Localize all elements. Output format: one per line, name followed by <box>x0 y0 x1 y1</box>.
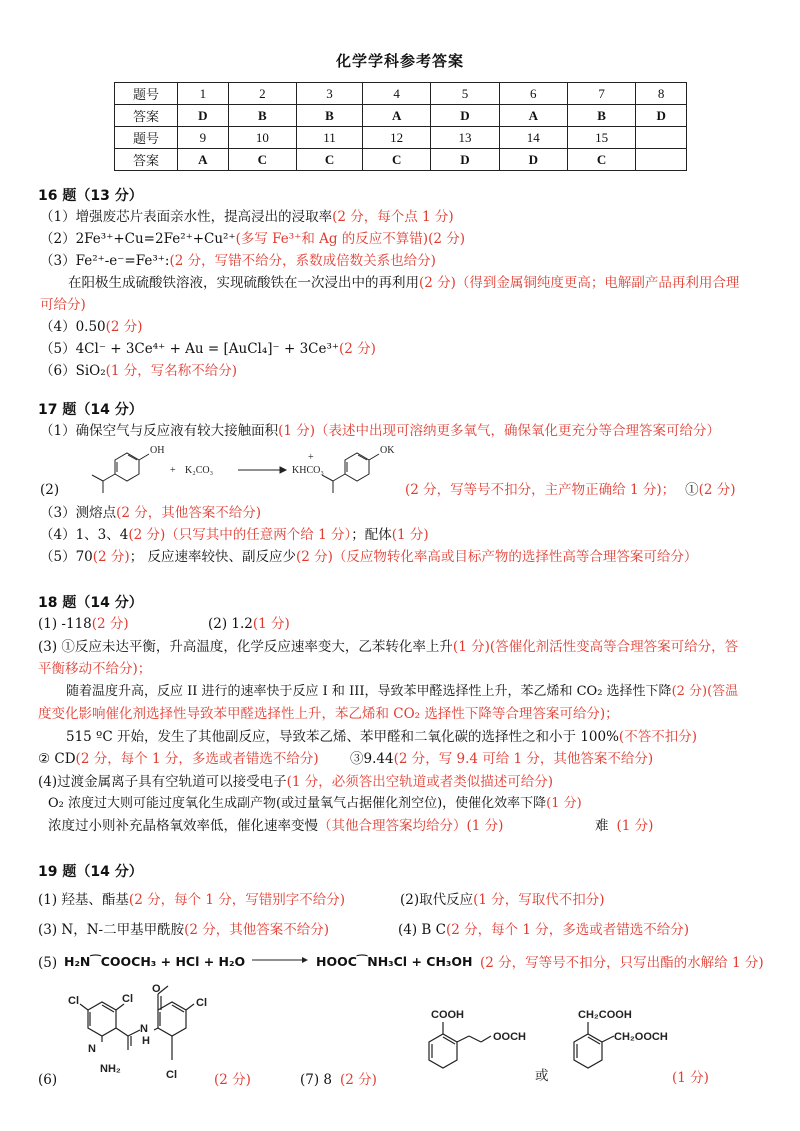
scoring-note: (2 分) <box>698 482 736 498</box>
eq-plus: + <box>308 452 314 463</box>
table-cell: 3 <box>297 83 363 105</box>
table-cell: 5 <box>431 83 499 105</box>
table-cell: 答案 <box>115 149 178 171</box>
q16-answer-3 <box>40 251 436 271</box>
answer-text: (1) 羟基、酯基 <box>38 892 129 908</box>
group-label: OOCH <box>493 1031 526 1043</box>
answer-text: (3) N，N-二甲基甲酰胺 <box>38 922 185 938</box>
q17-answer-3 <box>40 503 261 523</box>
answer-text: ③9.44 <box>350 751 394 767</box>
atom-label: O <box>152 983 161 995</box>
answer-text: 浓度过小则补充晶格氧效率低，催化速率变慢 <box>48 818 318 834</box>
scoring-note: (1 分) <box>546 796 582 811</box>
table-cell: 1 <box>178 83 229 105</box>
table-row <box>115 127 687 149</box>
table-cell: C <box>363 149 431 171</box>
q17-answer-1 <box>40 421 720 441</box>
table-cell: 4 <box>363 83 431 105</box>
q18-answer-4 <box>38 772 553 792</box>
q17-answer-4 <box>40 525 429 545</box>
table-cell: A <box>499 105 567 127</box>
q16-header: 16 题（13 分） <box>38 188 143 204</box>
answer-table <box>114 82 687 171</box>
answer-text: 难 <box>595 818 609 834</box>
table-cell: D <box>636 105 687 127</box>
scoring-note: (2 分)（得到金属铜纯度更高；电解副产品再利用合理 <box>419 275 740 291</box>
q18-answer-4b <box>48 794 582 814</box>
answer-text: (2)取代反应 <box>400 892 474 908</box>
table-cell: D <box>499 149 567 171</box>
atom-label: NH₂ <box>100 1063 121 1075</box>
atom-label: Cl <box>196 997 207 1009</box>
q18-answer-3 <box>38 637 738 657</box>
scoring-note: (2 分)（只写其中的任意两个给 1 分） <box>128 527 352 543</box>
scoring-note: (2 分) <box>339 341 376 357</box>
q18-answer-4d <box>595 816 653 836</box>
or-text: 或 <box>535 1068 549 1084</box>
scoring-note: (1 分，必须答出空轨道或者类似描述可给分) <box>286 774 554 790</box>
q18-answer-3b <box>66 682 738 702</box>
table-cell: 15 <box>567 127 635 149</box>
scoring-note: (1 分，写取代不扣分) <box>473 892 605 908</box>
eq-plus: + <box>170 465 176 476</box>
q19-header: 19 题（14 分） <box>38 864 143 880</box>
scoring-note: (2 分) <box>91 616 129 632</box>
molecule-structure-6 <box>58 980 218 1085</box>
q18-answer-3e <box>350 749 653 769</box>
scoring-note: (2 分，每个 1 分，多选或者错选不给分) <box>445 922 690 938</box>
answer-text: (7) 8 <box>300 1072 333 1088</box>
answer-text: （3）测熔点 <box>40 505 117 521</box>
table-cell: 9 <box>178 127 229 149</box>
scoring-note: (2 分，写 9.4 可给 1 分，其他答案不给分) <box>393 751 654 767</box>
scoring-note: (2 分，每个 1 分，写错别字不给分) <box>128 892 346 908</box>
scoring-note: (不答不扣分) <box>618 729 697 745</box>
table-cell: C <box>297 149 363 171</box>
answer-text: 515 ºC 开始，发生了其他副反应，导致苯乙烯、苯甲醛和二氧化碳的选择性之和小于 100% <box>66 729 619 745</box>
answer-text: O₂ 浓度过大则可能过度氧化生成副产物(或过量氧气占据催化剂空位)，使催化效率下降 <box>48 796 547 811</box>
group-label: CH₂OOCH <box>614 1031 668 1043</box>
q19-answer-3 <box>38 920 329 940</box>
table-cell <box>636 149 687 171</box>
scoring-note: (2 分) <box>214 1072 251 1088</box>
q19-answer-5-label: (5) <box>38 955 58 971</box>
table-cell: C <box>567 149 635 171</box>
scoring-note: (2 分，写等号不扣分，只写出酯的水解给 1 分) <box>480 955 764 971</box>
table-cell: D <box>431 149 499 171</box>
scoring-note: (1 分) <box>391 527 429 543</box>
q16-answer-6 <box>40 361 237 381</box>
scoring-note: (1 分) <box>252 616 290 632</box>
scoring-note: (2 分，每个点 1 分) <box>332 209 454 225</box>
table-cell: 12 <box>363 127 431 149</box>
table-cell: 13 <box>431 127 499 149</box>
atom-label: Cl <box>166 1069 177 1081</box>
isomer-structure-1 <box>415 1006 545 1086</box>
answer-text: （5）70 <box>40 549 93 565</box>
scoring-note: (2 分) <box>92 549 130 565</box>
answer-text: （4）1、3、4 <box>40 527 129 543</box>
atom-label: N <box>88 1043 96 1055</box>
table-cell: 答案 <box>115 105 178 127</box>
table-cell: D <box>178 105 229 127</box>
scoring-note: (多写 Fe³⁺和 Ag 的反应不算错)(2 分) <box>235 231 465 247</box>
table-cell: 题号 <box>115 127 178 149</box>
isomer-structure-2 <box>560 1006 690 1086</box>
scoring-note: (2 分) <box>105 319 143 335</box>
reaction-arrow <box>250 950 310 970</box>
table-cell: 14 <box>499 127 567 149</box>
answer-text: ； 反应速率较快、副反应少 <box>129 549 296 565</box>
atom-label: Cl <box>122 993 133 1005</box>
q19-eq5-left: H₂N⁀COOCH₃ + HCl + H₂O <box>64 954 246 969</box>
scoring-note: (2 分，写等号不扣分，主产物正确给 1 分)； <box>405 482 676 498</box>
q17-header: 17 题（14 分） <box>38 402 143 418</box>
q16-answer-5 <box>40 339 376 359</box>
table-cell: 10 <box>228 127 296 149</box>
q16-answer-4 <box>40 317 143 337</box>
answer-text: (2) 1.2 <box>208 616 253 632</box>
answer-text: ；配体 <box>351 527 392 543</box>
table-cell: 题号 <box>115 83 178 105</box>
scoring-note: (2 分，每个 1 分，多选或者错选不给分) <box>75 751 319 767</box>
q17-answer-2 <box>405 480 736 500</box>
answer-text: （1）增强废芯片表面亲水性，提高浸出的浸取率 <box>40 209 333 225</box>
q19-answer-7 <box>300 1070 377 1090</box>
eq-k2co3: K₂CO₃ <box>185 465 214 476</box>
q18-answer-3d <box>38 749 319 769</box>
eq-ok: OK <box>380 445 395 456</box>
scoring-note: (1 分)(答催化剂活性变高等合理答案可给分，答 <box>452 639 739 655</box>
answer-text: ② CD <box>38 751 76 767</box>
scoring-note: (1 分) <box>616 818 654 834</box>
answer-text: 在阳极生成硫酸铁溶液，实现硫酸铁在一次浸出中的再利用 <box>68 275 419 291</box>
group-label: CH₂COOH <box>578 1009 632 1021</box>
q19-answer-2 <box>400 890 605 910</box>
table-cell: 8 <box>636 83 687 105</box>
answer-text: ① <box>685 482 699 498</box>
scoring-note: (1 分，写名称不给分) <box>105 363 238 379</box>
scoring-note: (2 分，其他答案不给分) <box>116 505 262 521</box>
answer-text: （5）4Cl⁻ + 3Ce⁴⁺ + Au = [AuCl₄]⁻ + 3Ce³⁺ <box>40 341 340 357</box>
atom-label: N <box>140 1023 148 1035</box>
atom-label: H <box>142 1035 150 1047</box>
answer-text: 随着温度升高，反应 II 进行的速率快于反应 I 和 III，导致苯甲醛选择性上升，苯乙烯和 CO₂ 选择性下降 <box>66 684 672 699</box>
table-cell: 2 <box>228 83 296 105</box>
q18-answer-1 <box>38 614 129 634</box>
q18-answer-3c <box>66 727 697 747</box>
eq-oh: OH <box>150 445 165 456</box>
answer-text: (4) B C <box>398 922 446 938</box>
q18-header: 18 题（14 分） <box>38 595 143 611</box>
table-cell: 11 <box>297 127 363 149</box>
answer-text: （1）确保空气与反应液有较大接触面积 <box>40 423 279 439</box>
table-cell: 6 <box>499 83 567 105</box>
atom-label: Cl <box>68 995 79 1007</box>
q16-answer-3b <box>68 273 739 293</box>
q18-answer-2 <box>208 614 290 634</box>
scoring-note: (2 分，写错不给分，系数成倍数关系也给分) <box>169 253 436 269</box>
answer-text: （4）0.50 <box>40 319 106 335</box>
table-cell: B <box>567 105 635 127</box>
q16-answer-2 <box>40 229 465 249</box>
q18-answer-4c <box>48 816 503 836</box>
scoring-note: (2 分)(答温 <box>671 684 739 699</box>
table-cell: B <box>297 105 363 127</box>
q19-answer-1 <box>38 890 345 910</box>
scoring-note: 度变化影响催化剂选择性导致苯甲醛选择性上升，苯乙烯和 CO₂ 选择性下降等合理答案可给分)； <box>38 706 619 722</box>
q17-answer-5 <box>40 547 697 567</box>
scoring-note: 平衡移动不给分)； <box>38 661 152 677</box>
answer-text: (3) ①反应未达平衡，升高温度，化学反应速率变大，乙苯转化率上升 <box>38 639 453 655</box>
group-label: COOH <box>431 1009 464 1021</box>
q19-answer-4 <box>398 920 689 940</box>
scoring-note: (1 分) <box>672 1070 709 1086</box>
scoring-note: 可给分) <box>40 297 86 313</box>
answer-text: （6）SiO₂ <box>40 363 106 379</box>
scoring-note: (2 分，其他答案不给分) <box>184 922 330 938</box>
table-cell: A <box>178 149 229 171</box>
q19-answer-6-label: (6) <box>38 1072 58 1088</box>
q16-answer-1 <box>40 207 454 227</box>
answer-text: (1) -118 <box>38 616 92 632</box>
table-row <box>115 105 687 127</box>
table-cell: A <box>363 105 431 127</box>
table-cell: B <box>228 105 296 127</box>
page-title: 化学学科参考答案 <box>335 52 464 70</box>
scoring-note: (2 分) <box>340 1072 377 1088</box>
table-row <box>115 83 687 105</box>
scoring-note: （其他合理答案均给分）(1 分) <box>318 818 504 834</box>
answer-text: (4)过渡金属离子具有空轨道可以接受电子 <box>38 774 287 790</box>
answer-text: （2）2Fe³⁺+Cu=2Fe²⁺+Cu²⁺ <box>40 231 236 247</box>
table-row <box>115 149 687 171</box>
scoring-note: (2 分)（反应物转化率高或目标产物的选择性高等合理答案可给分） <box>296 549 698 565</box>
answer-text: （3）Fe²⁺-e⁻=Fe³⁺: <box>40 253 170 269</box>
table-cell: D <box>431 105 499 127</box>
q17-answer-2-label: (2) <box>40 482 60 498</box>
table-cell: C <box>228 149 296 171</box>
scoring-note: (1 分)（表述中出现可溶纳更多氧气，确保氧化更充分等合理答案可给分） <box>278 423 721 439</box>
eq-khco3: KHCO₃ <box>292 465 324 476</box>
table-cell <box>636 127 687 149</box>
q19-eq5-right: HOOC⁀NH₃Cl + CH₃OH <box>316 954 473 969</box>
table-cell: 7 <box>567 83 635 105</box>
